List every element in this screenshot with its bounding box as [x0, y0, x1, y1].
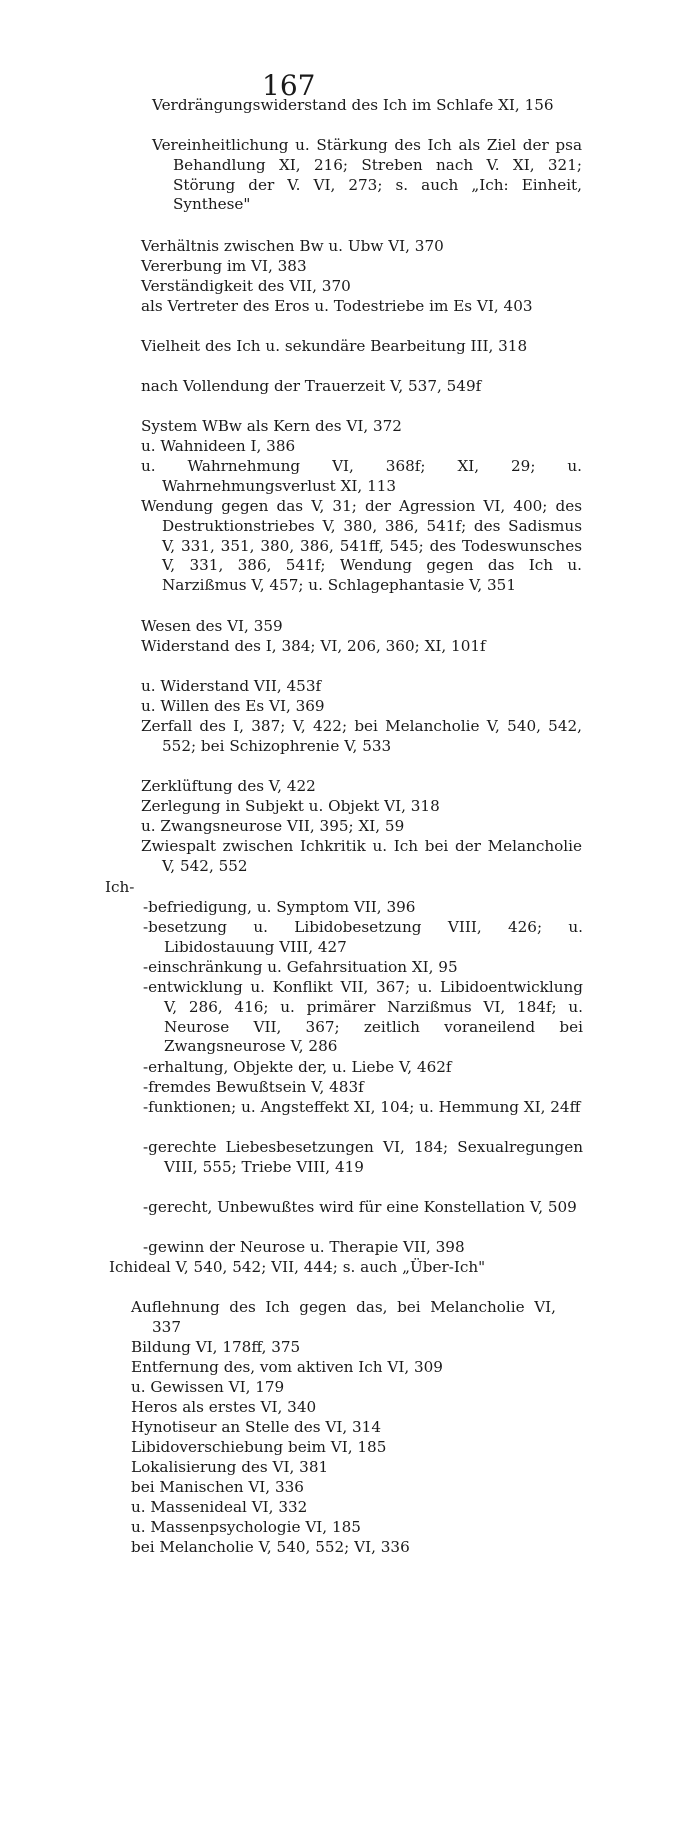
index-entry: System WBw als Kern des VI, 372 [141, 417, 402, 435]
page-number: 167 [262, 69, 316, 102]
index-entry: Entfernung des, vom aktiven Ich VI, 309 [131, 1358, 443, 1376]
index-entry: -funktionen; u. Angsteffekt XI, 104; u. Hemmung XI, 24ff [143, 1098, 581, 1116]
index-entry: nach Vollendung der Trauerzeit V, 537, 549f [141, 377, 482, 395]
index-entry: Vereinheitlichung u. Stärkung des Ich als Ziel der psa Behandlung XI, 216; Streben nach V. XI, 321; Störung der V. VI, 273; s. auch „Ich: Einheit, Synthese" [152, 136, 582, 214]
index-entry: bei Melancholie V, 540, 552; VI, 336 [131, 1538, 410, 1556]
index-entry: Vererbung im VI, 383 [141, 257, 307, 275]
index-entry: -einschränkung u. Gefahrsituation XI, 95 [143, 958, 458, 976]
index-entry: Libidoverschiebung beim VI, 185 [131, 1438, 387, 1456]
index-entry: Wesen des VI, 359 [141, 617, 283, 635]
index-entry: Lokalisierung des VI, 381 [131, 1458, 329, 1476]
index-entry: -gewinn der Neurose u. Therapie VII, 398 [143, 1238, 465, 1256]
index-entry: Verhältnis zwischen Bw u. Ubw VI, 370 [141, 237, 444, 255]
index-entry: -befriedigung, u. Symptom VII, 396 [143, 898, 416, 916]
index-entry: Verständigkeit des VII, 370 [141, 277, 351, 295]
index-entry: u. Gewissen VI, 179 [131, 1378, 285, 1396]
index-entry: Zerlegung in Subjekt u. Objekt VI, 318 [141, 797, 440, 815]
index-entry: u. Zwangsneurose VII, 395; XI, 59 [141, 817, 405, 835]
index-entry: u. Willen des Es VI, 369 [141, 697, 325, 715]
index-entry: Ich- [105, 878, 135, 896]
index-entry: u. Widerstand VII, 453f [141, 677, 322, 695]
index-entry: Zerklüftung des V, 422 [141, 777, 316, 795]
index-entry: -gerechte Liebesbesetzungen VI, 184; Sexualregungen VIII, 555; Triebe VIII, 419 [143, 1138, 583, 1176]
index-entry: Wendung gegen das V, 31; der Agression VI, 400; des Destruktionstriebes V, 380, 386, 541f; des Sadismus V, 331, 351, 380, 386, 541ff, 545; des Todeswunsches V, 331, 386, 541f; Wendung gegen das Ich u. Narzißmus V, 457; u. Schlagephantasie V, 351 [141, 497, 582, 595]
index-entry: Verdrängungswiderstand des Ich im Schlafe XI, 156 [152, 96, 554, 114]
index-entry: u. Massenideal VI, 332 [131, 1498, 308, 1516]
index-entry: Auflehnung des Ich gegen das, bei Melancholie VI, 337 [131, 1298, 556, 1336]
index-entry: Widerstand des I, 384; VI, 206, 360; XI, 101f [141, 637, 486, 655]
index-entry: -gerecht, Unbewußtes wird für eine Konstellation V, 509 [143, 1198, 577, 1216]
index-entry: -fremdes Bewußtsein V, 483f [143, 1078, 364, 1096]
index-entry: u. Wahrnehmung VI, 368f; XI, 29; u. Wahrnehmungsverlust XI, 113 [141, 457, 582, 495]
index-entry: Hynotiseur an Stelle des VI, 314 [131, 1418, 381, 1436]
index-entry: als Vertreter des Eros u. Todestriebe im Es VI, 403 [141, 297, 533, 315]
index-entry: bei Manischen VI, 336 [131, 1478, 304, 1496]
index-entry: Vielheit des Ich u. sekundäre Bearbeitung III, 318 [141, 337, 528, 355]
index-entry: -erhaltung, Objekte der, u. Liebe V, 462f [143, 1058, 452, 1076]
index-entry: Bildung VI, 178ff, 375 [131, 1338, 301, 1356]
index-entry: u. Wahnideen I, 386 [141, 437, 296, 455]
index-entry: Zerfall des I, 387; V, 422; bei Melancholie V, 540, 542, 552; bei Schizophrenie V, 533 [141, 717, 582, 755]
index-entry: Heros als erstes VI, 340 [131, 1398, 317, 1416]
index-entry: u. Massenpsychologie VI, 185 [131, 1518, 361, 1536]
index-entry: -besetzung u. Libidobesetzung VIII, 426; u. Libidostauung VIII, 427 [143, 918, 583, 956]
index-entry: Zwiespalt zwischen Ichkritik u. Ich bei der Melancholie V, 542, 552 [141, 837, 582, 875]
index-entry: -entwicklung u. Konflikt VII, 367; u. Libidoentwicklung V, 286, 416; u. primärer Narzißmus VI, 184f; u. Neurose VII, 367; zeitlich voraneilend bei Zwangsneurose V, 286 [143, 978, 583, 1056]
index-entry: Ichideal V, 540, 542; VII, 444; s. auch „Über-Ich" [109, 1258, 486, 1276]
